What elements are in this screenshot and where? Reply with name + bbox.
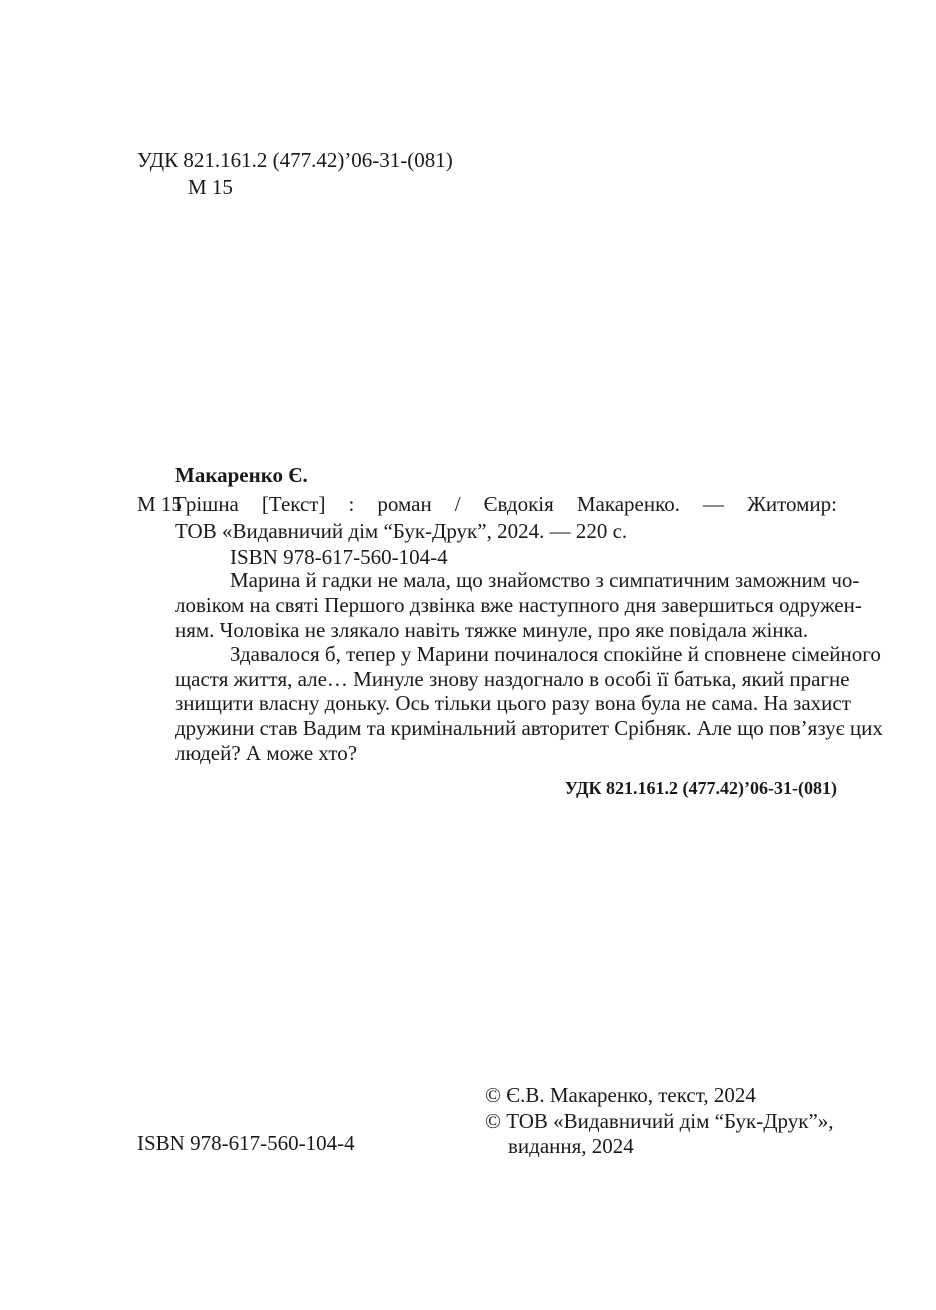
annotation-line-5: щастя життя, але… Минуле знову наздогнало в особі її батька, який прагне xyxy=(175,667,850,691)
title-line-2: ТОВ «Видавничий дім “Бук-Друк”, 2024. — 220 с. xyxy=(175,519,628,543)
copyright-author: © Є.В. Макаренко, текст, 2024 xyxy=(485,1083,756,1107)
isbn-footer: ISBN 978-617-560-104-4 xyxy=(137,1131,355,1155)
udk-bottom: УДК 821.161.2 (477.42)’06-31-(081) xyxy=(564,778,837,798)
annotation-line-3: ням. Чоловіка не злякало навіть тяжке минуле, про яке повідала жінка. xyxy=(175,618,809,642)
annotation-line-4: Здавалося б, тепер у Марини починалося спокійне й сповнене сімейного xyxy=(230,642,881,666)
annotation-line-8: людей? А може хто? xyxy=(175,741,358,765)
annotation-line-1: Марина й гадки не мала, що знайомство з симпатичним заможним чо- xyxy=(230,568,860,592)
udk-top: УДК 821.161.2 (477.42)’06-31-(081) xyxy=(137,148,453,172)
catalog-index-top: М 15 xyxy=(188,175,233,199)
annotation-line-6: знищити власну доньку. Ось тільки цього разу вона була не сама. На захист xyxy=(175,691,851,715)
catalog-index: М 15 xyxy=(137,492,182,516)
isbn-card: ISBN 978-617-560-104-4 xyxy=(230,545,448,569)
annotation-line-2: ловіком на святі Першого дзвінка вже наступного дня завершиться одружен- xyxy=(175,593,862,617)
copyright-edition: видання, 2024 xyxy=(508,1134,634,1158)
annotation-line-7: дружини став Вадим та кримінальний авторитет Срібняк. Але що пов’язує цих xyxy=(175,716,883,740)
title-line-1: Грішна [Текст] : роман / Євдокія Макаренко. — Житомир: xyxy=(175,492,837,516)
author-heading: Макаренко Є. xyxy=(175,463,308,487)
copyright-publisher: © ТОВ «Видавничий дім “Бук-Друк”», xyxy=(485,1109,834,1133)
